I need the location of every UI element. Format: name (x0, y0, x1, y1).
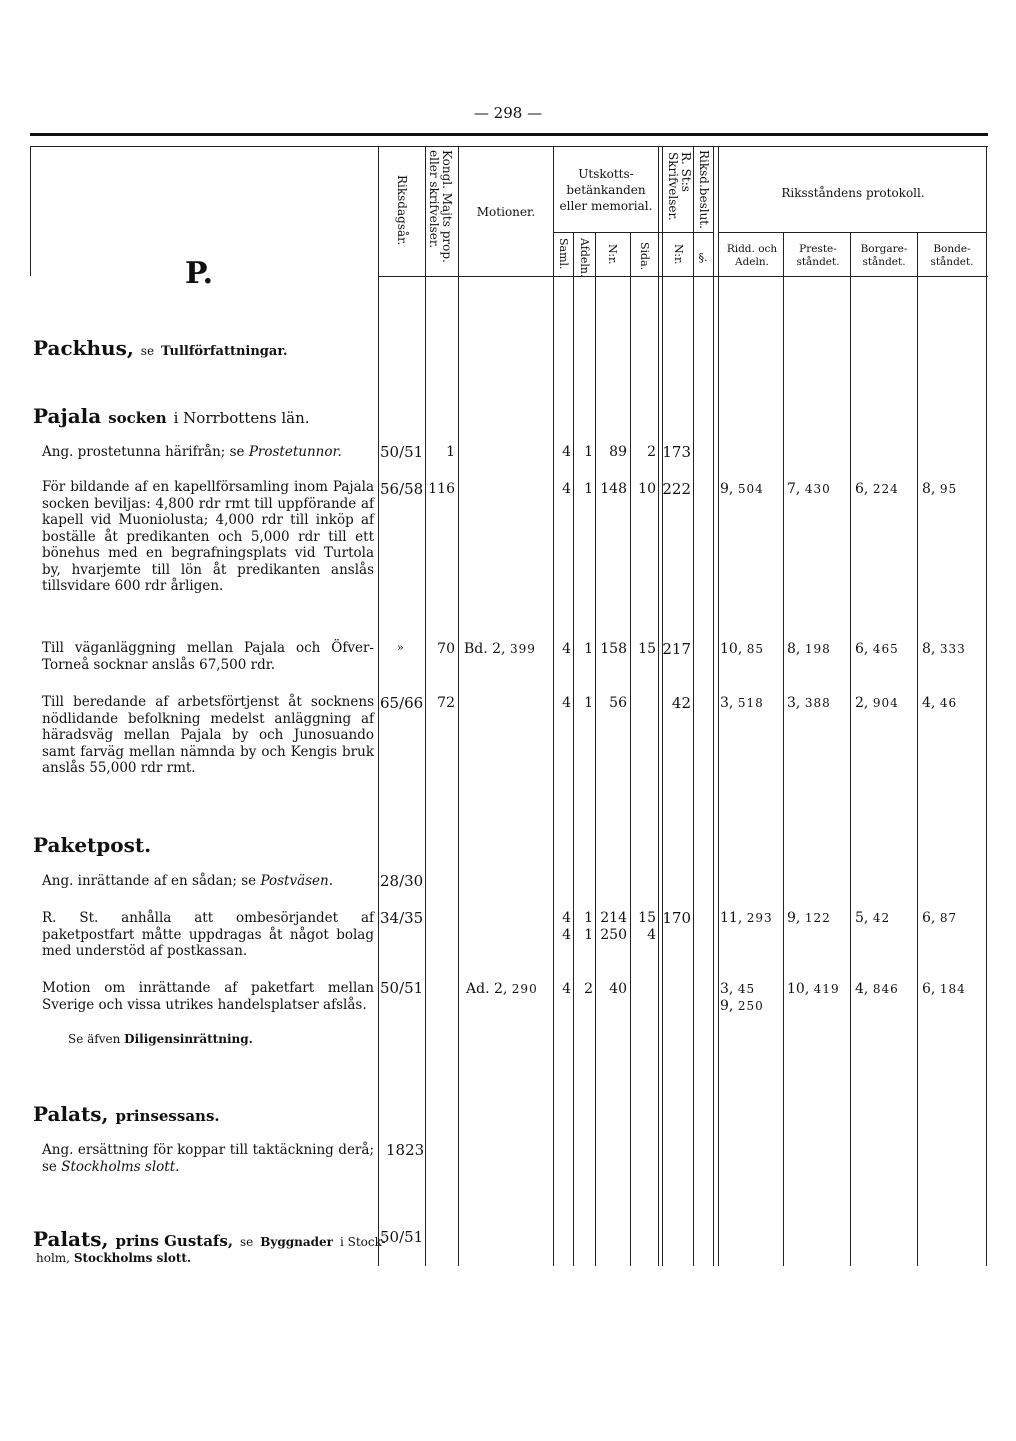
header-riksdagsar: Riksdagsår. (395, 175, 409, 246)
afd-cell: 1 (584, 910, 593, 926)
section-letter: P. (185, 256, 214, 291)
nr-cell: 56 (609, 695, 627, 711)
bonde-protocol: 6, 184 (922, 981, 966, 997)
borgare-protocol: 4, 846 (855, 981, 899, 997)
ridd-protocol: 9, 504 (720, 481, 764, 497)
nr-cell: 158 (600, 641, 627, 657)
preste-protocol: 7, 430 (787, 481, 831, 497)
motion-cell: Ad. 2, 290 (466, 981, 538, 997)
header-sida: Sida. (638, 242, 651, 271)
subject-palats-prinsessans: Palats, prinsessans. (33, 1102, 220, 1126)
header-afdeln: Afdeln. (578, 238, 591, 278)
rst-cell: 217 (662, 640, 691, 658)
sida-cell: 4 (647, 927, 656, 943)
afd-cell: 1 (584, 927, 593, 943)
ridd-protocol: 3, 518 (720, 695, 764, 711)
top-rule (30, 133, 988, 136)
sida-cell: 15 (638, 910, 656, 926)
ridd-protocol: 11, 293 (720, 910, 773, 926)
afd-cell: 1 (584, 481, 593, 497)
header-paragraph: §. (698, 251, 708, 264)
borgare-protocol: 5, 42 (855, 910, 891, 926)
year-cell: 28/30 (380, 872, 424, 890)
ridd-protocol: 3, 45 (720, 981, 756, 997)
header-motioner: Motioner. (476, 205, 536, 219)
ridd-protocol: 9, 250 (720, 998, 764, 1014)
entry-text: För bildande af en kapellförsamling inom Pajala socken beviljas: 4,800 rdr rmt till uppförande af kapell vid Muoniolusta; 4,000 rdr till inköp af boställe åt predikanten och 5,000 rdr till ett bönehus med en begrafningsplats vid Turtola by, hvarjemte till lön åt predikanten anslås tillsvidare 600 rdr årligen. (42, 479, 374, 594)
rst-cell: 42 (671, 694, 691, 712)
rst-cell: 222 (662, 480, 691, 498)
year-cell: 65/66 (380, 694, 424, 712)
borgare-protocol: 2, 904 (855, 695, 899, 711)
see-also: Se äfven Diligensinrättning. (68, 1032, 253, 1046)
page-number: — 298 — (473, 104, 543, 122)
nr-cell: 89 (609, 444, 627, 460)
header-ridd: Ridd. och Adeln. (726, 243, 778, 268)
header-kongl-prop: Kongl. Majts prop. eller skrifvelser. (427, 150, 454, 263)
preste-protocol: 3, 388 (787, 695, 831, 711)
year-cell: 1823 (386, 1141, 425, 1159)
subject-palats-line2: holm, Stockholms slott. (36, 1251, 192, 1265)
borgare-protocol: 6, 224 (855, 481, 899, 497)
preste-protocol: 10, 419 (787, 981, 840, 997)
saml-cell: 4 (562, 927, 571, 943)
year-cell: 50/51 (380, 1228, 424, 1246)
preste-protocol: 8, 198 (787, 641, 831, 657)
bonde-protocol: 8, 95 (922, 481, 958, 497)
bonde-protocol: 6, 87 (922, 910, 958, 926)
header-bonde: Bonde-ståndet. (930, 243, 974, 268)
header-preste: Preste-ståndet. (796, 243, 840, 268)
sida-cell: 15 (638, 641, 656, 657)
header-nr: N:r. (606, 244, 619, 265)
afd-cell: 1 (584, 695, 593, 711)
nr-cell: 250 (600, 927, 627, 943)
saml-cell: 4 (562, 444, 571, 460)
bonde-protocol: 8, 333 (922, 641, 966, 657)
prop-cell: 1 (446, 444, 455, 460)
nr-cell: 214 (600, 910, 627, 926)
prop-cell: 116 (428, 481, 455, 497)
rst-cell: 170 (662, 909, 691, 927)
header-utskotts: Utskotts-betänkanden eller memorial. (559, 167, 653, 213)
bonde-protocol: 4, 46 (922, 695, 958, 711)
entry-text: Till väganläggning mellan Pajala och Öfver-Torneå socknar anslås 67,500 rdr. (42, 640, 374, 673)
saml-cell: 4 (562, 481, 571, 497)
prop-cell: 72 (437, 695, 455, 711)
subject-packhus: Packhus, se Tullförfattningar. (33, 336, 288, 360)
year-cell: 50/51 (380, 979, 424, 997)
ridd-protocol: 10, 85 (720, 641, 764, 657)
sida-cell: 2 (647, 444, 656, 460)
year-cell: 50/51 (380, 443, 424, 461)
saml-cell: 4 (562, 641, 571, 657)
entry-text: Motion om inrättande af paketfart mellan Sverige och vissa utrikes handelsplatser afslås. (42, 980, 374, 1013)
entry-text: R. St. anhålla att ombesörjandet af paketpostfart måtte uppdragas åt något bolag med understöd af postkassan. (42, 910, 374, 959)
entry-text: Ang. ersättning för koppar till taktäckning derå; se Stockholms slott. (42, 1142, 374, 1175)
nr-cell: 148 (600, 481, 627, 497)
subject-pajala: Pajala socken i Norrbottens län. (33, 404, 310, 428)
sida-cell: 10 (638, 481, 656, 497)
entry-text: Ang. inrättande af en sådan; se Postväsen. (42, 873, 334, 889)
header-rsts-nr: N:r. (672, 244, 685, 265)
header-riksstandens: Riksståndens protokoll. (781, 186, 925, 200)
subject-paketpost: Paketpost. (33, 833, 152, 857)
entry-text: Ang. prostetunna härifrån; se Prostetunnor. (42, 444, 342, 460)
prop-cell: 70 (437, 641, 455, 657)
year-cell: 56/58 (380, 480, 424, 498)
saml-cell: 4 (562, 981, 571, 997)
rst-cell: 173 (662, 443, 691, 461)
entry-text: Till beredande af arbetsförtjenst åt socknens nödlidande befolkning medelst anläggning af häradsväg mellan Pajala by och Junosuando samt farväg mellan nämnda by och Kengis bruk anslås 55,000 rdr rmt. (42, 694, 374, 776)
nr-cell: 40 (609, 981, 627, 997)
year-cell: 34/35 (380, 909, 424, 927)
header-borgare: Borgare-ståndet. (860, 243, 908, 268)
header-riksd-beslut: Riksd.beslut. (697, 150, 711, 229)
header-rsts: R. St:s Skrifvelser. (666, 152, 693, 221)
subject-palats-prins-gustafs: Palats, prins Gustafs, se Byggnader i Stock- (33, 1227, 386, 1251)
year-cell: » (397, 641, 404, 654)
preste-protocol: 9, 122 (787, 910, 831, 926)
saml-cell: 4 (562, 910, 571, 926)
borgare-protocol: 6, 465 (855, 641, 899, 657)
afd-cell: 1 (584, 444, 593, 460)
motion-cell: Bd. 2, 399 (464, 641, 536, 657)
header-saml: Saml. (557, 238, 570, 270)
afd-cell: 1 (584, 641, 593, 657)
afd-cell: 2 (584, 981, 593, 997)
saml-cell: 4 (562, 695, 571, 711)
